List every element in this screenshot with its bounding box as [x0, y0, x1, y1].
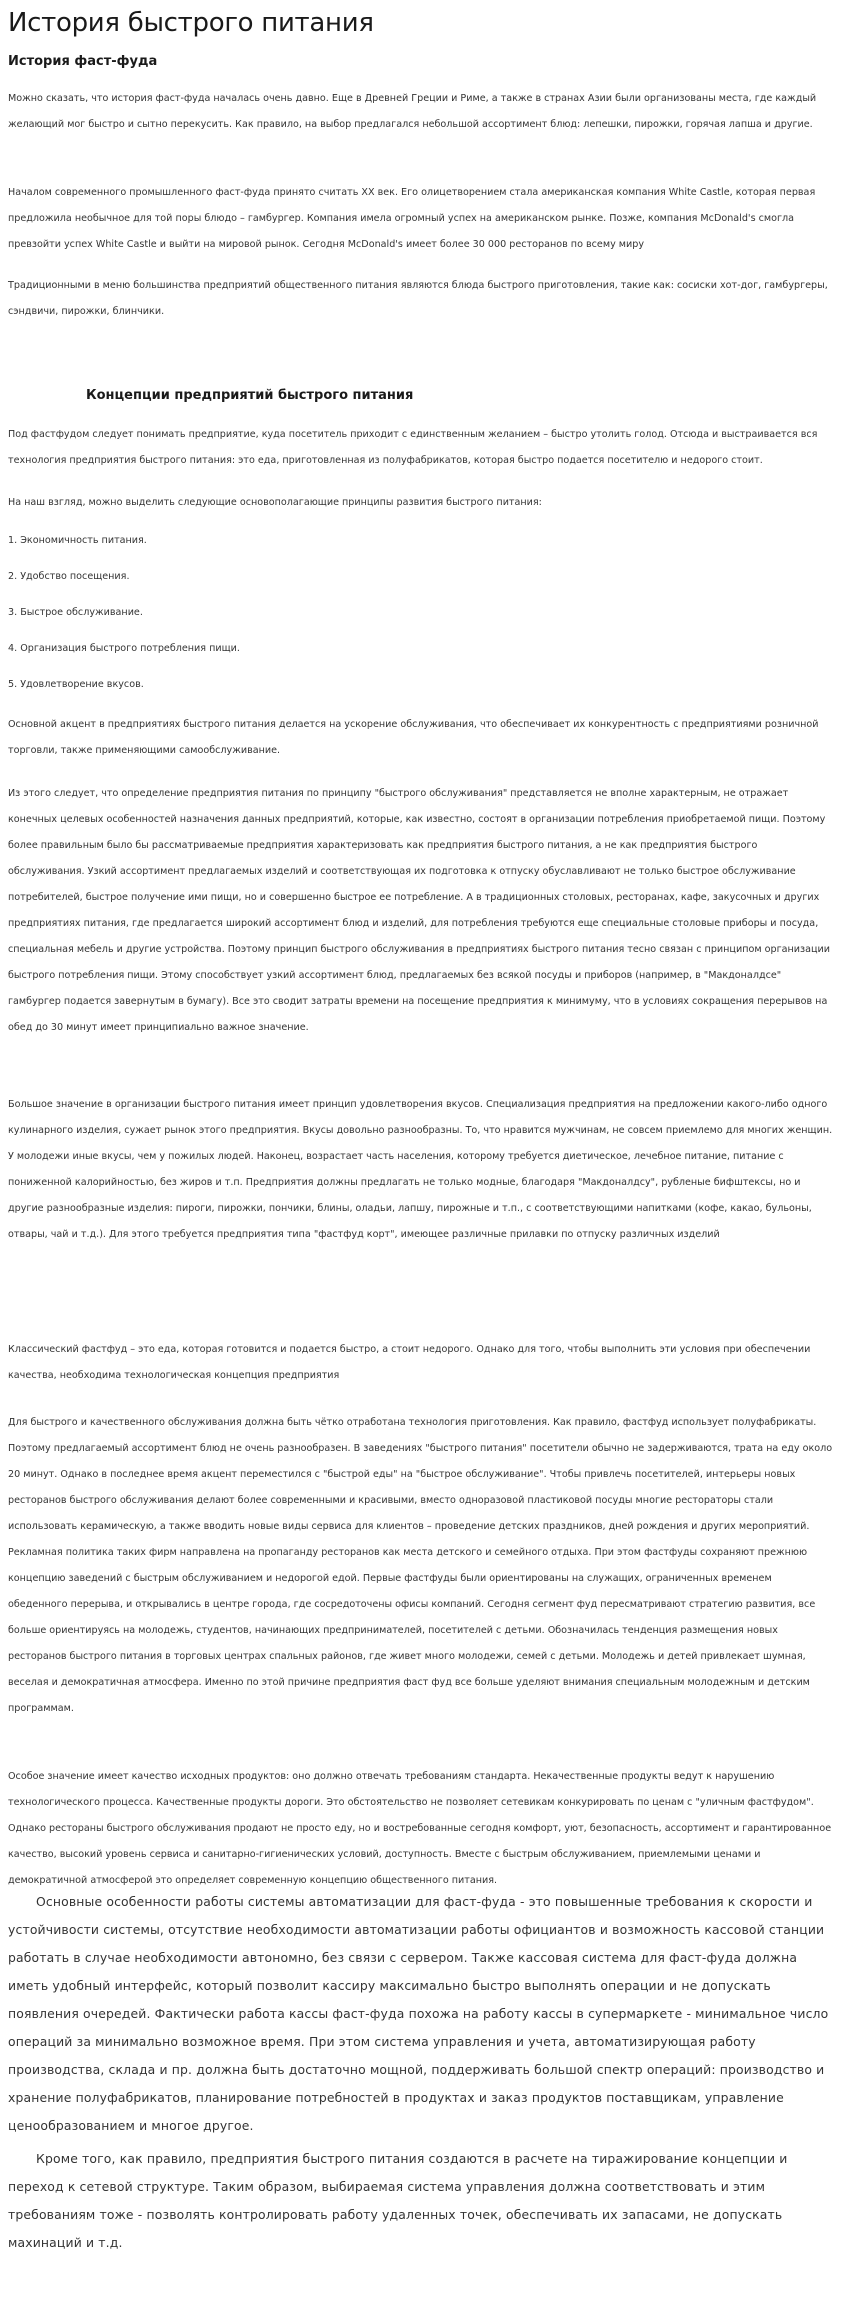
paragraph: Большое значение в организации быстрого питания имеет принцип удовлетворения вкусов. Специализация предприятия на предложении какого-либо одного кулинарного изделия, сужает рынок этого предприятия. Вкусы довольно разнообразны. То, что нравится мужчинам, не совсем приемлемо для многих женщин. У молодежи иные вкусы, чем у пожилых людей. Наконец, возрастает часть населения, которому требуется диетическое, лечебное питание, питание с пониженной калорийностью, без жиров и т.п. Предприятия должны предлагать не только модные, благодаря "Макдоналдсу", рубленые бифштексы, но и другие разнообразные изделия: пироги, пирожки, пончики, блины, оладьи, лапшу, пирожные и т.п., с соответствующими напитками (кофе, какао, бульоны, отвары, чай и т.д.). Для этого требуется предприятия типа "фастфуд корт", имеющее различные прилавки по отпуску различных изделий [8, 1099, 833, 1240]
page-title: История быстрого питания [8, 8, 374, 38]
paragraph: На наш взгляд, можно выделить следующие основополагающие принципы развития быстрого питания: [8, 497, 542, 508]
paragraph: Можно сказать, что история фаст-фуда началась очень давно. Еще в Древней Греции и Риме, а также в странах Азии были организованы места, где каждый желающий мог быстро и сытно перекусить. Как правило, на выбор предлагался небольшой ассортимент блюд: лепешки, пирожки, горячая лапша и другие. [8, 93, 817, 130]
paragraph: Для быстрого и качественного обслуживания должна быть чётко отработана технология приготовления. Как правило, фастфуд использует полуфабрикаты. Поэтому предлагаемый ассортимент блюд не очень разнообразен. В заведениях "быстрого питания" посетители обычно не задерживаются, трата на еду около 20 минут. Однако в последнее время акцент переместился с "быстрой еды" на "быстрое обслуживание". Чтобы привлечь посетителей, интерьеры новых ресторанов быстрого обслуживания делают более современными и красивыми, вместо одноразовой пластиковой посуды многие рестораторы стали использовать керамическую, а также вводить новые виды сервиса для клиентов – проведение детских праздников, дней рождения и других мероприятий. Рекламная политика таких фирм направлена на пропаганду ресторанов как места детского и семейного отдыха. При этом фастфуды сохраняют прежнюю концепцию заведений с быстрым обслуживанием и недорогой едой. Первые фастфуды были ориентированы на служащих, ограниченных временем обеденного перерыва, и открывались в центре города, где сосредоточены офисы компаний. Сегодня сегмент фуд пересматривают стратегию развития, все больше ориентируясь на молодежь, студентов, начинающих предпринимателей, посетителей с детьми. Обозначилась тенденция размещения новых ресторанов быстрого питания в торговых центрах спальных районов, где живет много молодежи, семей с детьми. Молодежь и детей привлекает шумная, веселая и демократичная атмосфера. Именно по этой причине предприятия фаст фуд все больше уделяют внимания специальным молодежным и детским программам. [8, 1417, 833, 1714]
paragraph: Под фастфудом следует понимать предприятие, куда посетитель приходит с единственным желанием – быстро утолить голод. Отсюда и выстраивается вся технология предприятия быстрого питания: это еда, приготовленная из полуфабрикатов, которая быстро подается посетителю и недорого стоит. [8, 429, 818, 466]
paragraph: Основной акцент в предприятиях быстрого питания делается на ускорение обслуживания, что обеспечивает их конкурентность с предприятиями розничной торговли, также применяющими самообслуживание. [8, 719, 819, 756]
section-heading-history: История фаст-фуда [8, 54, 158, 69]
paragraph: Особое значение имеет качество исходных продуктов: оно должно отвечать требованиям стандарта. Некачественные продукты ведут к нарушению технологического процесса. Качественные продукты дороги. Это обстоятельство не позволяет сетевикам конкурировать по ценам с "уличным фастфудом". Однако рестораны быстрого обслуживания продают не просто еду, но и востребованные сегодня комфорт, уют, безопасность, ассортимент и гарантированное качество, высокий уровень сервиса и санитарно-гигиенических условий, доступность. Вместе с быстрым обслуживанием, приемлемыми ценами и демократичной атмосферой это определяет современную концепцию общественного питания. [8, 1771, 832, 1886]
paragraph: Основные особенности работы системы автоматизации для фаст-фуда - это повышенные требования к скорости и устойчивости системы, отсутствие необходимости автоматизации работы официантов и возможность кассовой станции работать в случае необходимости автономно, без связи с сервером. Также кассовая система для фаст-фуда должна иметь удобный интерфейс, который позволит кассиру максимально быстро выполнять операции и не допускать появления очередей. Фактически работа кассы фаст-фуда похожа на работу кассы в супермаркете - минимальное число операций за минимально возможное время. При этом система управления и учета, автоматизирующая работу производства, склада и пр. должна быть достаточно мощной, поддерживать большой спектр операций: производство и хранение полуфабрикатов, планирование потребностей в продуктах и заказ продуктов поставщикам, управление ценообразованием и многое другое. [8, 1894, 829, 2133]
paragraph: Кроме того, как правило, предприятия быстрого питания создаются в расчете на тиражирование концепции и переход к сетевой структуре. Таким образом, выбираемая система управления должна соответствовать и этим требованиям тоже - позволять контролировать работу удаленных точек, обеспечивать их запасами, не допускать махинаций и т.д. [8, 2151, 788, 2250]
section-heading-concepts: Концепции предприятий быстрого питания [86, 388, 414, 403]
paragraph: Классический фастфуд – это еда, которая готовится и подается быстро, а стоит недорого. Однако для того, чтобы выполнить эти условия при обеспечении качества, необходима технологическая концепция предприятия [8, 1344, 811, 1381]
list-item: 3. Быстрое обслуживание. [8, 607, 143, 618]
paragraph: Из этого следует, что определение предприятия питания по принципу "быстрого обслуживания" представляется не вполне характерным, не отражает конечных целевых особенностей назначения данных предприятий, которые, как известно, состоят в организации потребления приобретаемой пищи. Поэтому более правильным было бы рассматриваемые предприятия характеризовать как предприятия быстрого питания, а не как предприятия быстрого обслуживания. Узкий ассортимент предлагаемых изделий и соответствующая их подготовка к отпуску обуславливают не только быстрое обслуживание потребителей, быстрое получение ими пищи, но и совершенно быстрое ее потребление. А в традиционных столовых, ресторанах, кафе, закусочных и других предприятиях питания, где предлагается широкий ассортимент блюд и изделий, для потребления требуются еще специальные столовые приборы и посуда, специальная мебель и другие устройства. Поэтому принцип быстрого обслуживания в предприятиях быстрого питания тесно связан с принципом организации быстрого потребления пищи. Этому способствует узкий ассортимент блюд, предлагаемых без всякой посуды и приборов (например, в "Макдоналдсе" гамбургер подается завернутым в бумагу). Все это сводит затраты времени на посещение предприятия к минимуму, что в условиях сокращения перерывов на обед до 30 минут имеет принципиально важное значение. [8, 788, 830, 1033]
list-item: 4. Организация быстрого потребления пищи. [8, 643, 240, 654]
list-item: 1. Экономичность питания. [8, 535, 147, 546]
list-item: 2. Удобство посещения. [8, 571, 130, 582]
list-item: 5. Удовлетворение вкусов. [8, 679, 144, 690]
paragraph: Началом современного промышленного фаст-фуда принято считать XX век. Его олицетворением стала американская компания White Castle, которая первая предложила необычное для той поры блюдо – гамбургер. Компания имела огромный успех на американском рынке. Позже, компания McDonald's смогла превзойти успех White Castle и выйти на мировой рынок. Сегодня McDonald's имеет более 30 000 ресторанов по всему миру [8, 187, 816, 250]
paragraph: Традиционными в меню большинства предприятий общественного питания являются блюда быстрого приготовления, такие как: сосиски хот-дог, гамбургеры, сэндвичи, пирожки, блинчики. [8, 280, 828, 317]
